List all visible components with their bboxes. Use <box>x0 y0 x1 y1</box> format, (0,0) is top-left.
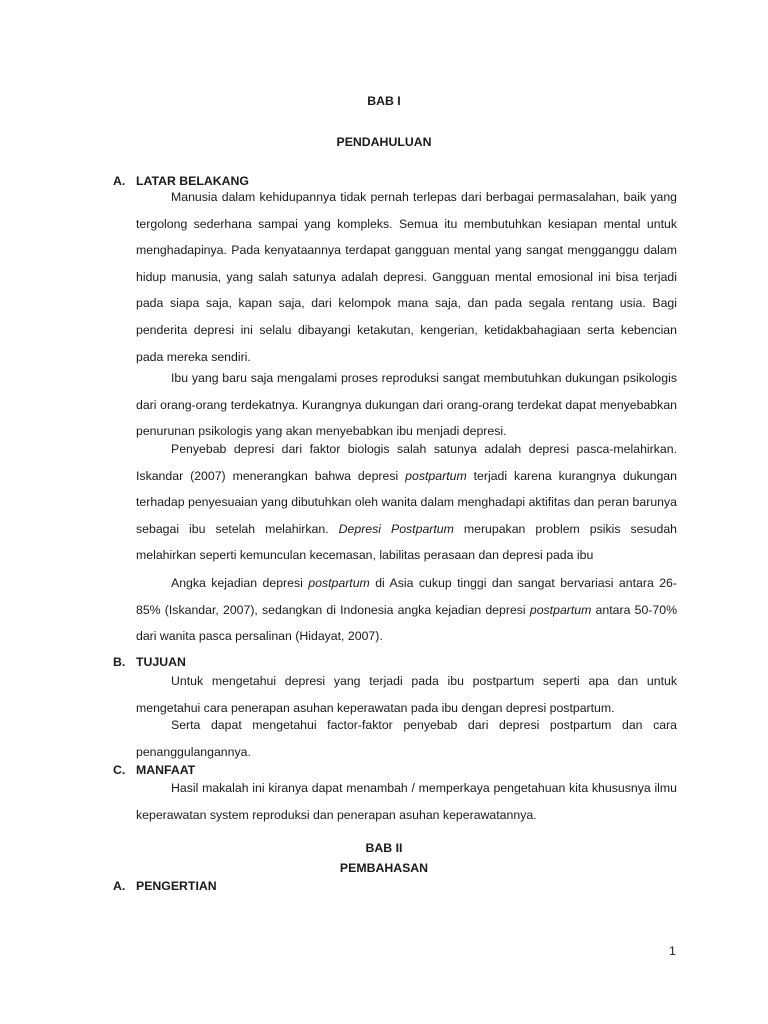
paragraph-text: Manusia dalam kehidupannya tidak pernah terlepas dari berbagai permasalahan, baik yang tergolong sederhana sampai yang kompleks. Semua itu membutuhkan kesiapan mental untuk menghadapinya. Pada kenyataannya terdapat gangguan mental yang sangat mengganggu dalam hidup manusia, yang salah satunya adalah depresi. Gangguan mental emosional ini bisa terjadi pada siapa saja, kapan saja, dari kelompok mana saja, dan pada segala rentang usia. Bagi penderita depresi ini selalu dibayangi ketakutan, kengerian, ketidakbahagiaan serta kebencian pada mereka sendiri. <box>136 190 677 364</box>
section-title: LATAR BELAKANG <box>136 174 249 188</box>
section-letter: C. <box>113 763 126 777</box>
chapter-title: BAB II <box>365 841 403 855</box>
italic-term: postpartum <box>405 468 467 483</box>
page-number: 1 <box>669 944 676 958</box>
paragraph-text: di Asia cukup tinggi dan sangat bervariasi antara 26-85% (Iskandar, 2007), sedangkan di Indonesia angka kejadian depresi <box>136 576 677 617</box>
paragraph-text: antara 50-70% dari wanita pasca persalinan (Hidayat, 2007). <box>136 602 677 644</box>
section-title: PENGERTIAN <box>136 879 217 893</box>
paragraph-text: Serta dapat mengetahui factor-faktor penyebab dari depresi postpartum dan cara penanggulangannya. <box>136 718 677 759</box>
section-letter: A. <box>113 879 126 893</box>
italic-term: postpartum <box>308 576 370 590</box>
chapter-title: BAB I <box>367 94 401 108</box>
section-letter: A. <box>113 174 126 188</box>
italic-term: Depresi Postpartum <box>338 521 454 536</box>
section-title: MANFAAT <box>136 763 196 777</box>
italic-term: postpartum <box>529 602 592 617</box>
section-heading-tujuan <box>113 655 186 669</box>
paragraph-text: terjadi karena kurangnya dukungan terhadap penyesuaian yang dibutuhkan oleh wanita dalam menghadapi aktifitas dan peran barunya sebagai ibu setelah melahirkan. <box>136 468 677 536</box>
section-title: TUJUAN <box>136 655 186 669</box>
paragraph <box>136 184 677 370</box>
paragraph-text: Hasil makalah ini kiranya dapat menambah / memperkaya pengetahuan kita khususnya ilmu keperawatan system reproduksi dan penerapan asuhan keperawatannya. <box>136 781 677 822</box>
chapter-subtitle: PEMBAHASAN <box>339 861 429 875</box>
section-letter: B. <box>113 655 126 669</box>
paragraph-text: merupakan problem psikis sesudah melahirkan seperti kemunculan kecemasan, labilitas perasaan dan depresi pada ibu <box>136 521 677 563</box>
paragraph-text: Penyebab depresi dari faktor biologis salah satunya adalah depresi pasca-melahirkan. Iskandar (2007) menerangkan bahwa depresi <box>136 442 677 483</box>
paragraph <box>136 775 677 828</box>
paragraph-text: Angka kejadian depresi <box>171 576 309 590</box>
paragraph <box>136 365 677 445</box>
chapter-subtitle: PENDAHULUAN <box>336 135 432 149</box>
paragraph-text: Untuk mengetahui depresi yang terjadi pada ibu postpartum seperti apa dan untuk mengetahui cara penerapan asuhan keperawatan pada ibu dengan depresi postpartum. <box>136 674 677 715</box>
paragraph <box>136 712 677 765</box>
section-heading-pengertian <box>113 879 217 893</box>
paragraph <box>136 436 677 569</box>
paragraph <box>136 570 677 650</box>
paragraph-text: Ibu yang baru saja mengalami proses reproduksi sangat membutuhkan dukungan psikologis dari orang-orang terdekatnya. Kurangnya dukungan dari orang-orang terdekat dapat menyebabkan penurunan psikologis yang akan menyebabkan ibu menjadi depresi. <box>136 371 677 439</box>
